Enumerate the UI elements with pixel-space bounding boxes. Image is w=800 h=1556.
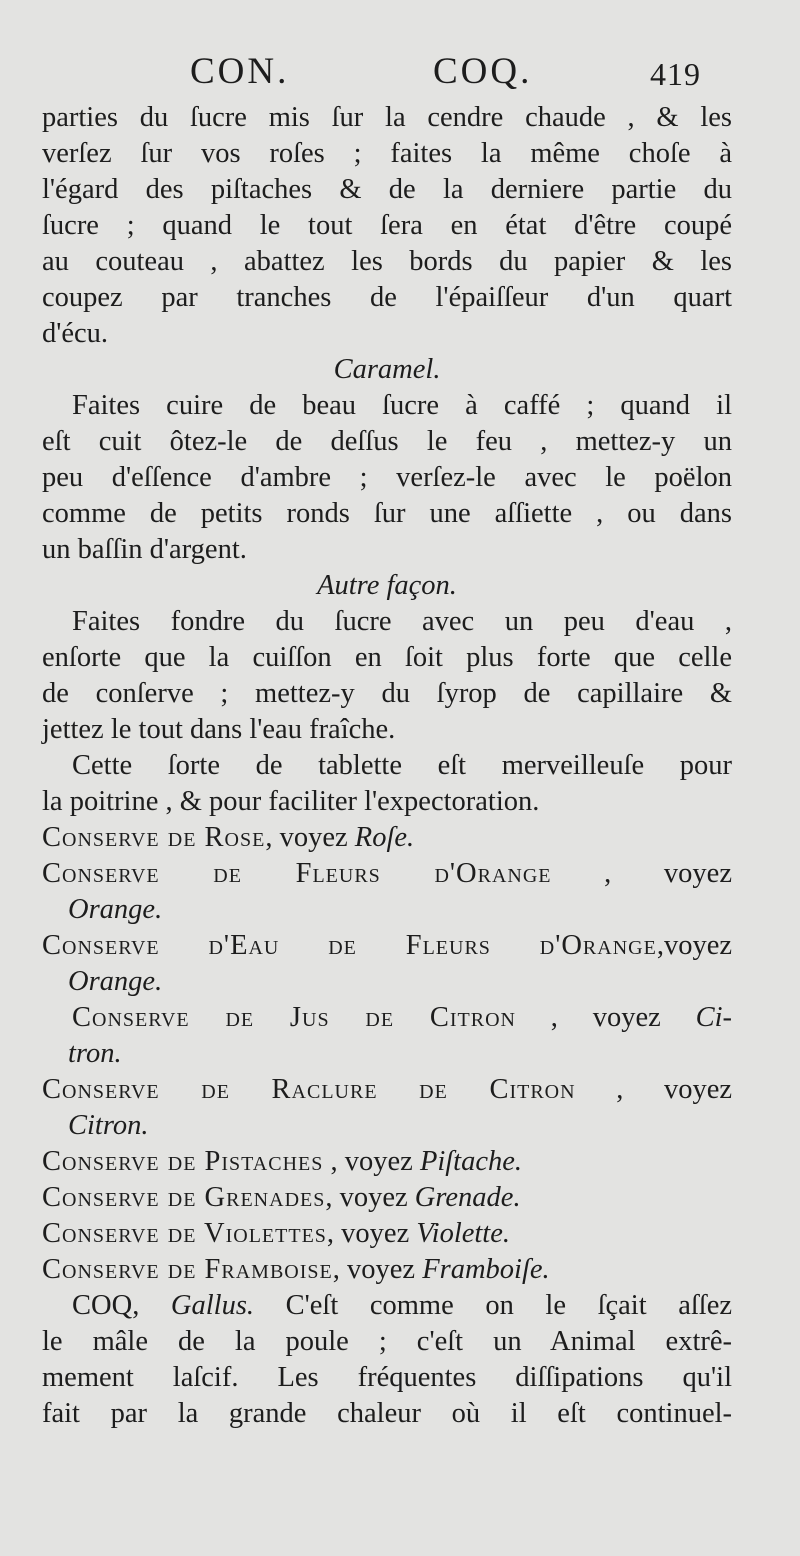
paragraph-autre-facon (42, 604, 732, 748)
entry-reference: Piſtache. (419, 1146, 523, 1177)
text-line: Cette ſorte de tablette eſt merveilleuſe pour (72, 750, 732, 781)
text-line: eſt cuit ôtez-le de deſſus le feu , mettez-y un (42, 426, 732, 457)
text-line: comme de petits ronds ſur une aſſiette , ou dans (42, 498, 732, 529)
entry-separator: , voyez (323, 1146, 420, 1177)
entry-head: Conserve de Rose (42, 822, 266, 853)
paragraph-caramel (42, 388, 732, 568)
text-line: d'écu. (42, 318, 109, 349)
entry-separator: , voyez (551, 858, 732, 889)
entry-separator: , voyez (515, 1002, 696, 1033)
text-line: Faites fondre du ſucre avec un peu d'eau , (72, 606, 732, 637)
entry-reference: Grenade. (414, 1182, 521, 1213)
entry-head: Conserve de Grenades (42, 1182, 326, 1213)
entry-reference: Ci- (695, 1002, 732, 1033)
entry-head: Conserve de Pistaches (42, 1146, 324, 1177)
entry-head: Conserve de Violettes (42, 1218, 327, 1249)
page-number: 419 (650, 56, 701, 92)
dictionary-entry (42, 1180, 732, 1216)
entry-head: Conserve de Jus de Citron (72, 1002, 516, 1033)
coq-latin-name: Gallus. (170, 1290, 255, 1321)
running-header (0, 50, 800, 102)
dictionary-entry (42, 928, 732, 964)
entry-head: Conserve de Framboise (42, 1254, 333, 1285)
paragraph-tablette (42, 748, 732, 820)
text-line: au couteau , abattez les bords du papier & les (42, 246, 732, 277)
page-body (42, 100, 732, 1432)
section-heading-caramel: Caramel. (333, 354, 441, 385)
entry-separator: , voyez (575, 1074, 732, 1105)
text-line: mement laſcif. Les fréquentes diſſipations qu'il (42, 1362, 732, 1393)
entry-head: Conserve de Fleurs d'Orange (42, 858, 552, 889)
text-line: coupez par tranches de l'épaiſſeur d'un quart (42, 282, 732, 313)
entry-separator: ,voyez (656, 930, 732, 961)
dictionary-entry (42, 1216, 732, 1252)
text-line: parties du ſucre mis ſur la cendre chaude , & les (42, 102, 732, 133)
paragraph-coq (42, 1288, 732, 1432)
entry-reference: Citron. (68, 1110, 149, 1141)
section-heading-autre-facon: Autre façon. (317, 570, 457, 601)
dictionary-entry (42, 1000, 732, 1036)
entry-head: Conserve de Raclure de Citron (42, 1074, 576, 1105)
entry-reference: Orange. (68, 894, 163, 925)
entry-separator: , voyez (265, 822, 355, 853)
entry-separator: , voyez (332, 1254, 423, 1285)
text-line: le mâle de la poule ; c'eſt un Animal extrê- (42, 1326, 732, 1357)
text-line: la poitrine , & pour faciliter l'expectoration. (42, 786, 540, 817)
text-line: l'égard des piſtaches & de la derniere partie du (42, 174, 732, 205)
dictionary-entry (42, 820, 732, 856)
dictionary-entry (42, 1252, 732, 1288)
text-line: un baſſin d'argent. (42, 534, 247, 565)
entry-reference-continued: tron. (68, 1038, 122, 1069)
entry-reference: Violette. (416, 1218, 511, 1249)
entry-separator: , voyez (326, 1218, 417, 1249)
text-line: de conſerve ; mettez-y du ſyrop de capillaire & (42, 678, 732, 709)
header-center: COQ. (433, 51, 533, 92)
text-line: peu d'eſſence d'ambre ; verſez-le avec le poëlon (42, 462, 732, 493)
conserve-entries (42, 820, 732, 1288)
dictionary-entry (42, 1072, 732, 1108)
coq-headword: COQ (72, 1290, 133, 1321)
text-line: COQ, Gallus. C'eſt comme on le ſçait aſſez (72, 1290, 732, 1321)
dictionary-entry (42, 1144, 732, 1180)
entry-reference: Roſe. (354, 822, 415, 853)
entry-separator: , voyez (325, 1182, 415, 1213)
header-left: CON. (190, 51, 290, 92)
coq-text: C'eſt comme on le ſçait aſſez (254, 1290, 732, 1321)
entry-reference: Orange. (68, 966, 163, 997)
entry-reference: Framboiſe. (422, 1254, 550, 1285)
text-line: fait par la grande chaleur où il eſt continuel- (42, 1398, 732, 1429)
text-line: enſorte que la cuiſſon en ſoit plus forte que celle (42, 642, 732, 673)
text-line: jettez le tout dans l'eau fraîche. (42, 714, 396, 745)
dictionary-entry (42, 856, 732, 892)
text-line: ſucre ; quand le tout ſera en état d'être coupé (42, 210, 732, 241)
paragraph-confection-end (42, 100, 732, 352)
text-line: verſez ſur vos roſes ; faites la même choſe à (42, 138, 732, 169)
entry-head: Conserve d'Eau de Fleurs d'Orange (42, 930, 657, 961)
text-line: Faites cuire de beau ſucre à caffé ; quand il (72, 390, 732, 421)
